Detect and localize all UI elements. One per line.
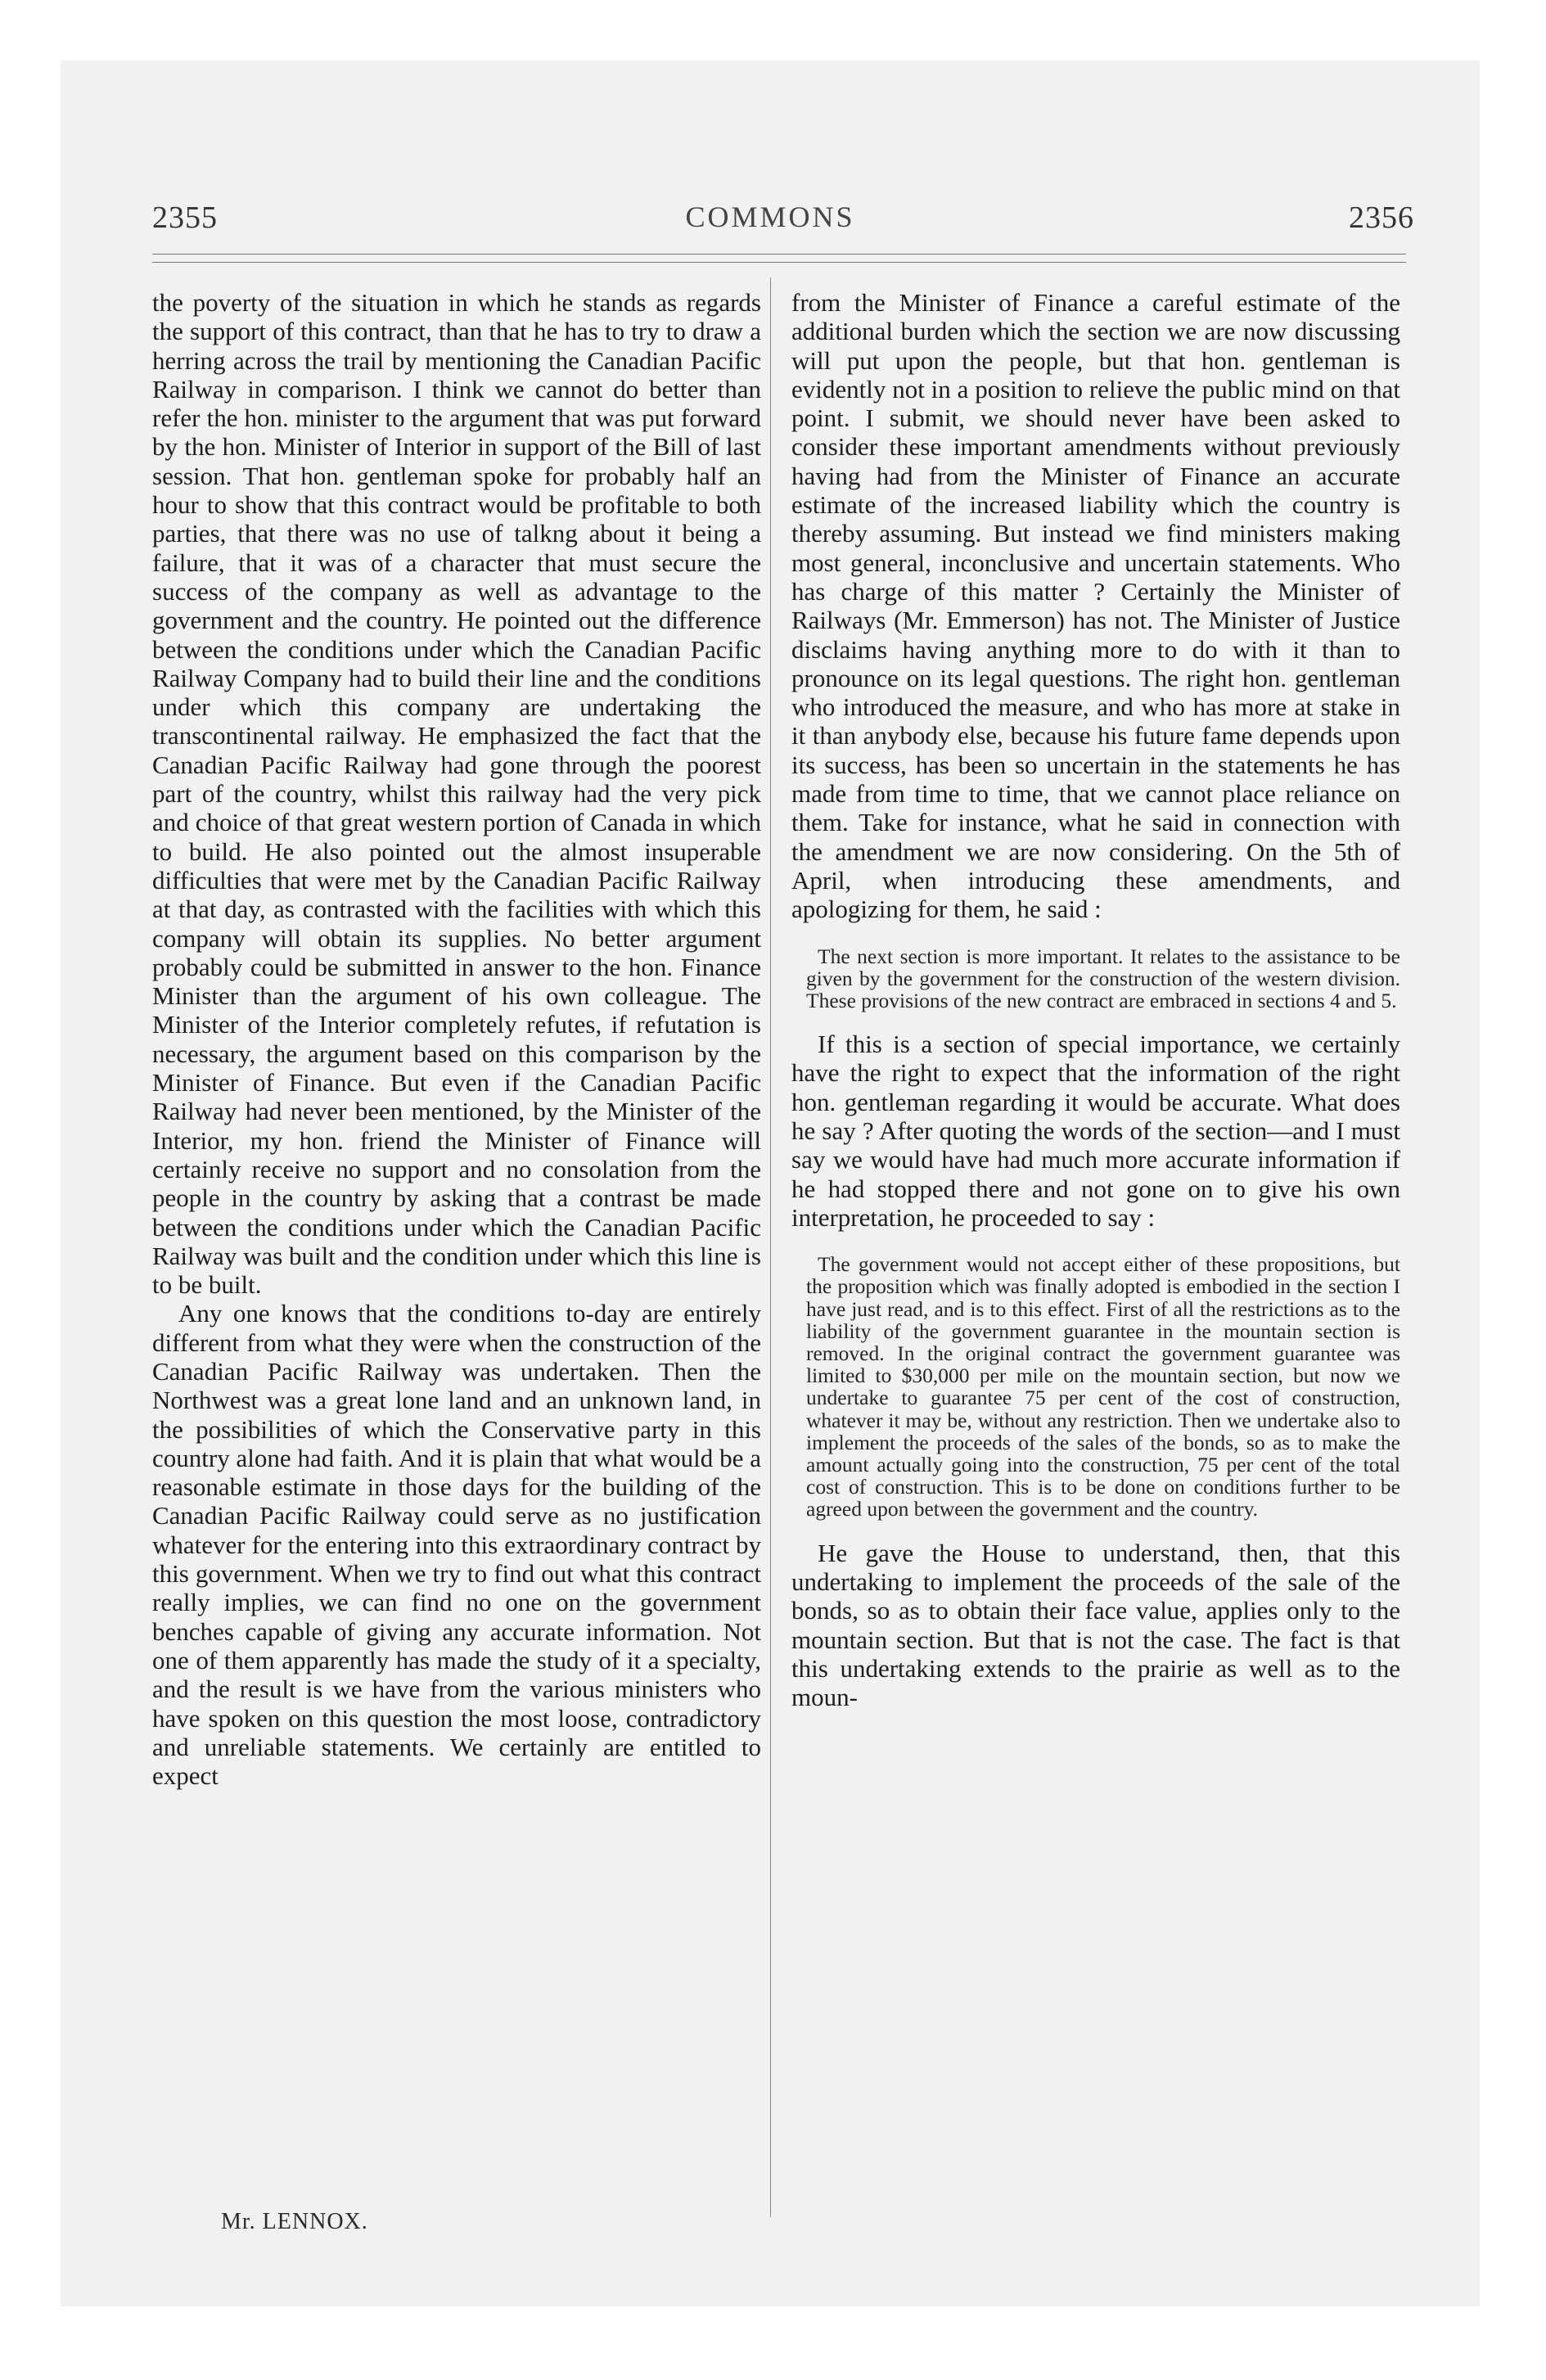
- running-head-title: COMMONS: [685, 201, 855, 233]
- right-paragraph-2: If this is a section of special importance, we certainly have the right to expect that the information of the right hon. gentleman regarding it would be accurate. What does he say ? After quoting the words of the section—and I must say we would have had much more accurate information if he had stopped there and not gone on to give his own interpretation, he proceeded to say :: [791, 1030, 1400, 1232]
- quotation-2: The government would not accept either of these propositions, but the proposition which was finally adopted is embodied in the section I have just read, and is to this effect. First of all the restrictions as to the liability of the government guarantee in the mountain section is removed. In the original contract the government guarantee was limited to $30,000 per mile on the mountain section, but now we undertake to guarantee 75 per cent of the cost of construction, whatever it may be, without any restriction. Then we undertake also to implement the proceeds of the sales of the bonds, so as to make the amount actually going into the construction, 75 per cent of the total cost of construction. This is to be done on conditions further to be agreed upon between the government and the country.: [806, 1252, 1400, 1521]
- quotation-1: The next section is more important. It relates to the assistance to be given by the government for the construction of the western division. These provisions of the new contract are embraced in sections 4 and 5.: [806, 944, 1400, 1012]
- page-number-right: 2356: [1349, 201, 1414, 235]
- left-column: [152, 288, 761, 1790]
- header-rule-lower: [152, 262, 1406, 263]
- right-paragraph-3: He gave the House to understand, then, that this undertaking to implement the proceeds of the sale of the bonds, so as to obtain their face value, applies only to the mountain section. But that is not the case. The fact is that this undertaking extends to the prairie as well as to the moun-: [791, 1538, 1400, 1712]
- speaker-signature: Mr. LENNOX.: [221, 2209, 368, 2234]
- right-paragraph-1: from the Minister of Finance a careful estimate of the additional burden which the section we are now discussing will put upon the people, but that hon. gentleman is evidently not in a position to relieve the public mind on that point. I submit, we should never have been asked to consider these important amendments without previously having had from the Minister of Finance an accurate estimate of the increased liability which the country is thereby assuming. But instead we find ministers making most general, inconclusive and uncertain statements. Who has charge of this matter ? Certainly the Minister of Railways (Mr. Emmerson) has not. The Minister of Justice disclaims having anything more to do with it than to pronounce on its legal questions. The right hon. gentleman who introduced the measure, and who has more at stake in it than anybody else, because his future fame depends upon its success, has been so uncertain in the statements he has made from time to time, that we cannot place reliance on them. Take for instance, what he said in connection with the amendment we are now considering. On the 5th of April, when introducing these amendments, and apologizing for them, he said :: [791, 288, 1400, 924]
- scanned-page: [61, 61, 1480, 2306]
- left-paragraph-2: Any one knows that the conditions to-day are entirely different from what they were when the construction of the Canadian Pacific Railway was undertaken. Then the Northwest was a great lone land and an unknown land, in the possibilities of which the Conservative party in this country alone had faith. And it is plain that what would be a reasonable estimate in those days for the building of the Canadian Pacific Railway could serve as no justification whatever for the entering into this extraordinary contract by this government. When we try to find out what this contract really implies, we can find no one on the government benches capable of giving any accurate information. Not one of them apparently has made the study of it a specialty, and the result is we have from the various ministers who have spoken on this question the most loose, contradictory and unreliable statements. We certainly are entitled to expect: [152, 1299, 761, 1791]
- column-divider: [770, 277, 771, 2217]
- header-rule: [152, 254, 1406, 255]
- right-column: [791, 288, 1400, 1711]
- page-number-left: 2355: [152, 201, 218, 235]
- left-paragraph-1: the poverty of the situation in which he stands as regards the support of this contract, than that he has to try to draw a herring across the trail by mentioning the Canadian Pacific Railway in comparison. I think we cannot do better than refer the hon. minister to the argument that was put forward by the hon. Minister of Interior in support of the Bill of last session. That hon. gentleman spoke for probably half an hour to show that this contract would be profitable to both parties, that there was no use of talkng about it being a failure, that it was of a character that must secure the success of the company as well as advantage to the government and the country. He pointed out the difference between the conditions under which the Canadian Pacific Railway Company had to build their line and the conditions under which this company are undertaking the transcontinental railway. He emphasized the fact that the Canadian Pacific Railway had gone through the poorest part of the country, whilst this railway had the very pick and choice of that great western portion of Canada in which to build. He also pointed out the almost insuperable difficulties that were met by the Canadian Pacific Railway at that day, as contrasted with the facilities with which this company will obtain its supplies. No better argument probably could be submitted in answer to the hon. Finance Minister than the argument of his own colleague. The Minister of the Interior completely refutes, if refutation is necessary, the argument based on this comparison by the Minister of Finance. But even if the Canadian Pacific Railway had never been mentioned, by the Minister of the Interior, my hon. friend the Minister of Finance will certainly receive no support and no consolation from the people in the country by asking that a contrast be made between the conditions under which the Canadian Pacific Railway was built and the condition under which this line is to be built.: [152, 288, 761, 1300]
